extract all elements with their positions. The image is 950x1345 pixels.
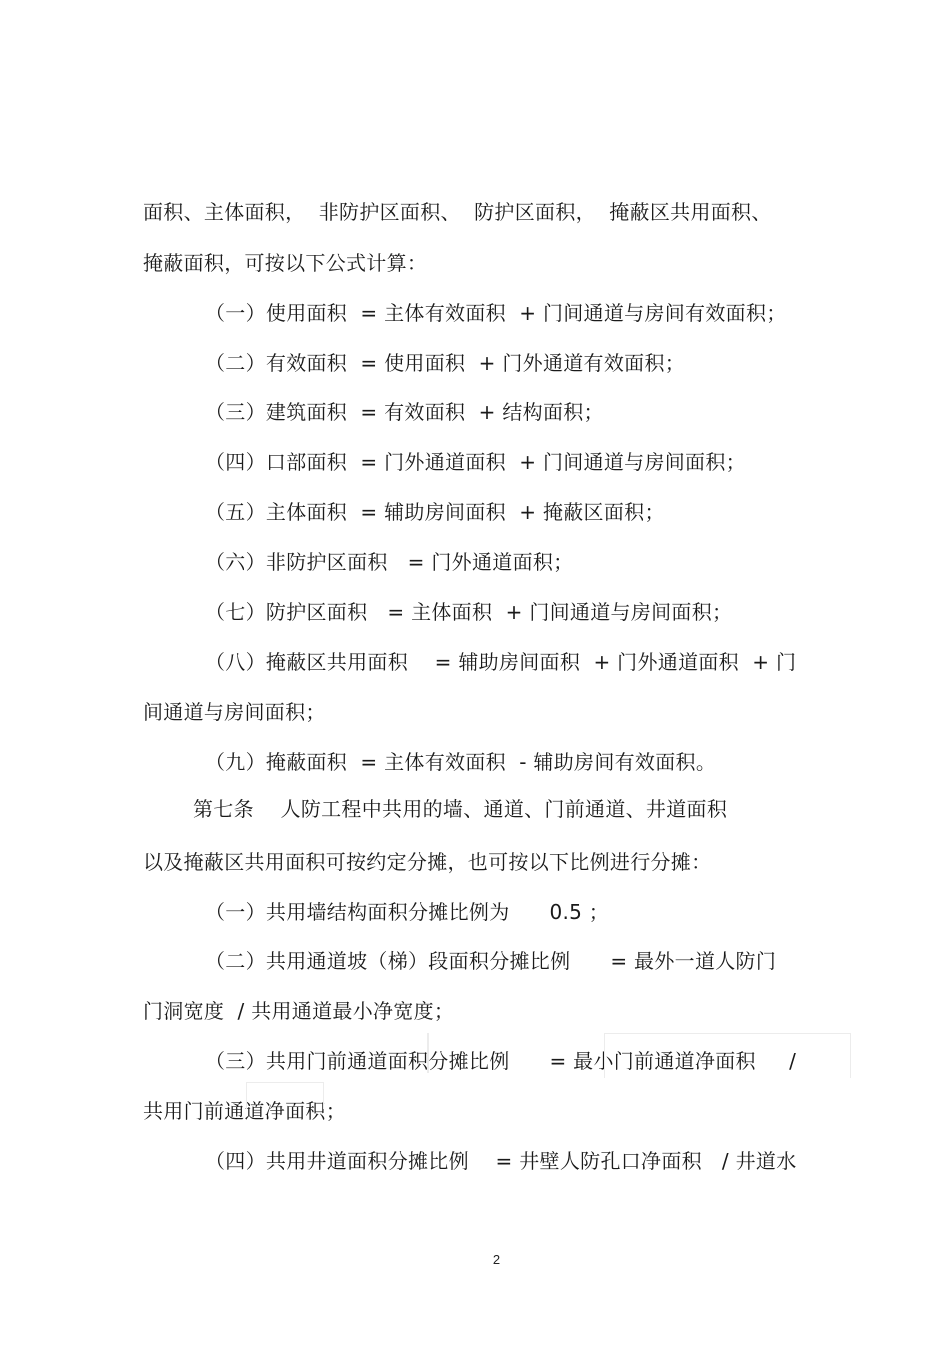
text-line-20: （四）共用井道面积分摊比例 = 井壁人防孔口净面积 / 井道水	[205, 1149, 797, 1173]
text-line-16: （二）共用通道坡（梯）段面积分摊比例 = 最外一道人防门	[205, 949, 777, 973]
text-line-18: （三）共用门前通道面积分摊比例 = 最小门前通道净面积 /	[205, 1049, 797, 1073]
text-line-7: （五）主体面积 = 辅助房间面积 + 掩蔽区面积；	[205, 500, 665, 524]
text-line-5: （三）建筑面积 = 有效面积 + 结构面积；	[205, 400, 604, 424]
text-line-17: 门洞宽度 / 共用通道最小净宽度；	[143, 999, 455, 1023]
text-line-9: （七）防护区面积 = 主体面积 + 门间通道与房间面积；	[205, 600, 733, 624]
article-heading-line: 第七条 人防工程中共用的墙、通道、门前通道、井道面积	[193, 797, 728, 821]
text-line-2: 掩蔽面积，可按以下公式计算：	[143, 251, 428, 275]
text-line-8: （六）非防护区面积 = 门外通道面积；	[205, 550, 574, 574]
text-line-4: （二）有效面积 = 使用面积 + 门外通道有效面积；	[205, 351, 686, 375]
text-line-1: 面积、主体面积， 非防护区面积、 防护区面积， 掩蔽区共用面积、	[143, 200, 772, 224]
text-line-11: 间通道与房间面积；	[143, 700, 326, 724]
text-line-3: （一）使用面积 = 主体有效面积 + 门间通道与房间有效面积；	[205, 301, 787, 325]
text-line-15: （一）共用墙结构面积分摊比例为 0.5 ；	[205, 900, 610, 924]
page-number: 2	[492, 1252, 501, 1267]
text-line-12: （九）掩蔽面积 = 主体有效面积 - 辅助房间有效面积。	[205, 750, 717, 774]
text-line-19: 共用门前通道净面积；	[143, 1099, 346, 1123]
text-line-14: 以及掩蔽区共用面积可按约定分摊，也可按以下比例进行分摊：	[143, 850, 712, 874]
text-line-6: （四）口部面积 = 门外通道面积 + 门间通道与房间面积；	[205, 450, 746, 474]
text-line-10: （八）掩蔽区共用面积 = 辅助房间面积 + 门外通道面积 + 门	[205, 650, 797, 674]
